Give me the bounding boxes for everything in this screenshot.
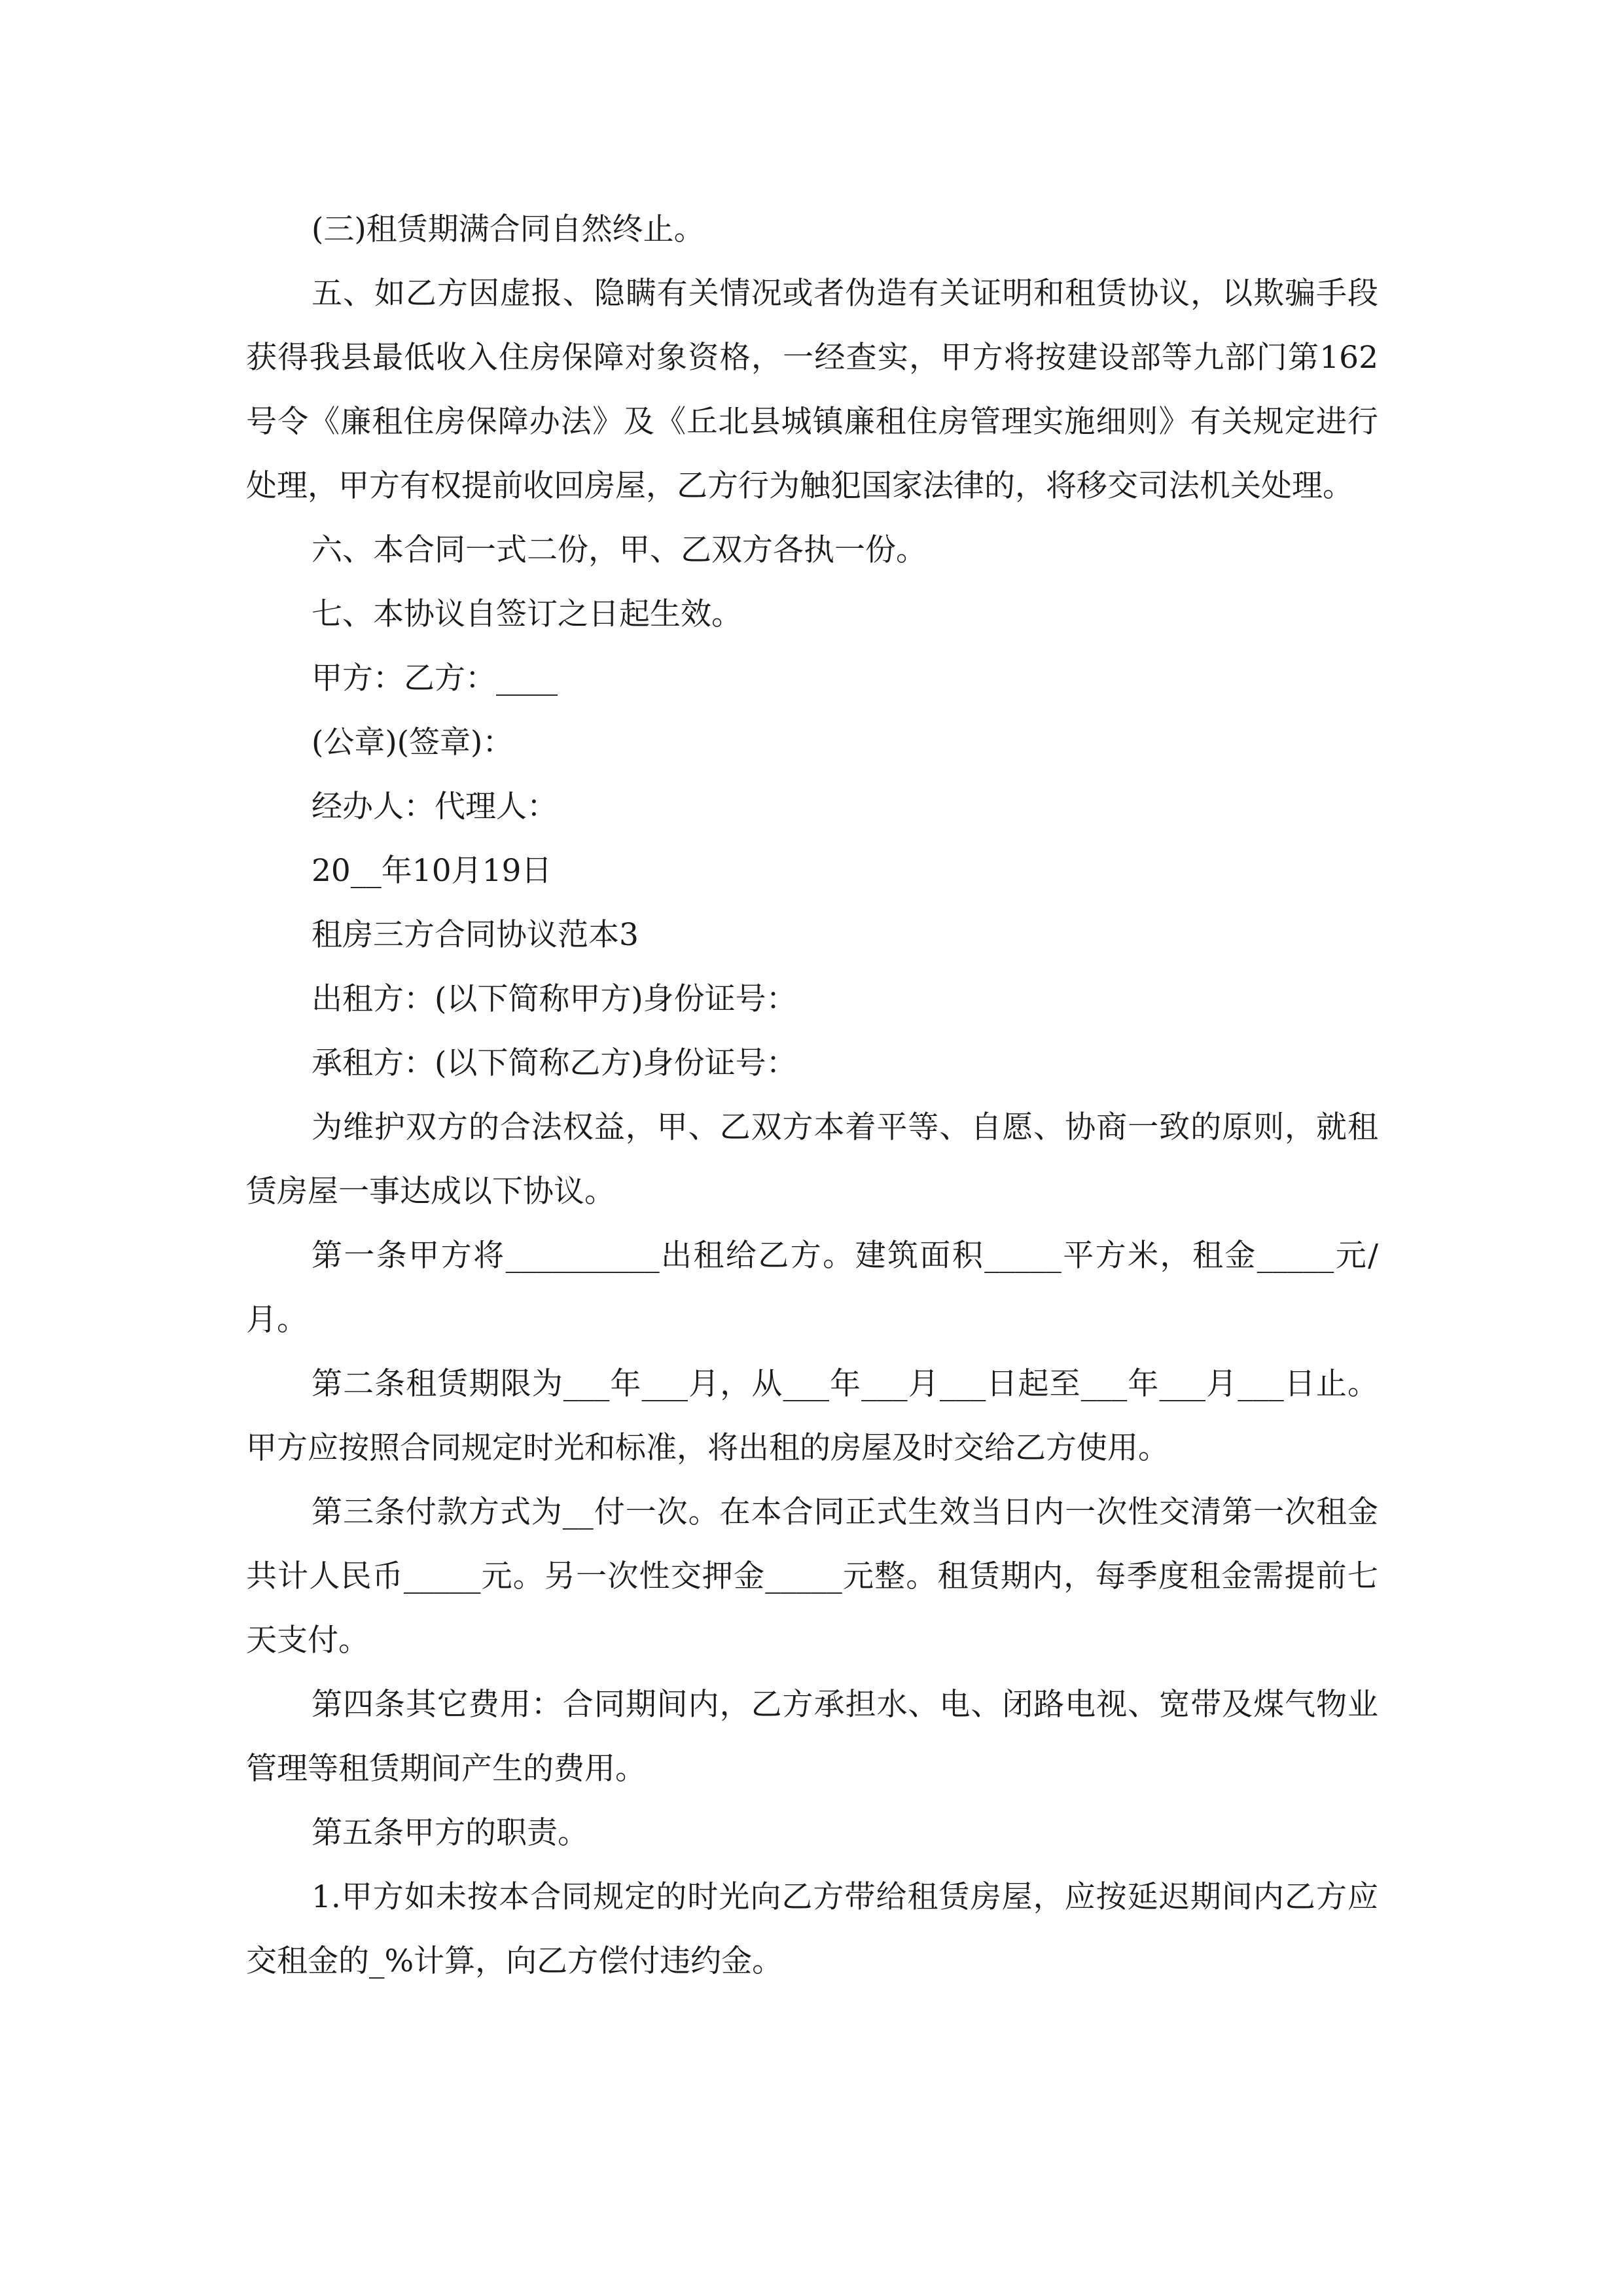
paragraph-article-5-item-1: 1.甲方如未按本合同规定的时光向乙方带给租赁房屋，应按延迟期间内乙方应交租金的_%计算，向乙方偿付违约金。 xyxy=(246,1879,1378,1979)
paragraph-article-5: 第五条甲方的职责。 xyxy=(312,1815,588,1851)
paragraph-clause-6: 六、本合同一式二份，甲、乙双方各执一份。 xyxy=(312,532,927,568)
signature-agents: 经办人：代理人： xyxy=(312,789,558,825)
paragraph-clause-5: 五、如乙方因虚报、隐瞒有关情况或者伪造有关证明和租赁协议，以欺骗手段获得我县最低收入住房保障对象资格，一经查实，甲方将按建设部等九部门第162号令《廉租住房保障办法》及《丘北县城镇廉租住房管理实施细则》有关规定进行处理，甲方有权提前收回房屋，乙方行为触犯国家法律的，将移交司法机关处理。 xyxy=(246,276,1378,504)
paragraph-article-4: 第四条其它费用：合同期间内，乙方承担水、电、闭路电视、宽带及煤气物业管理等租赁期间产生的费用。 xyxy=(246,1687,1378,1787)
paragraph-lease-end: (三)租赁期满合同自然终止。 xyxy=(312,211,705,247)
section-title: 租房三方合同协议范本3 xyxy=(312,917,639,953)
paragraph-preamble: 为维护双方的合法权益，甲、乙双方本着平等、自愿、协商一致的原则，就租赁房屋一事达成以下协议。 xyxy=(246,1109,1378,1210)
signature-date: 20__年10月19日 xyxy=(312,853,552,889)
document-body xyxy=(246,198,1378,1994)
signature-parties: 甲方：乙方：____ xyxy=(312,660,558,696)
lessee-line: 承租方：(以下简称乙方)身份证号： xyxy=(312,1045,797,1081)
paragraph-article-3: 第三条付款方式为__付一次。在本合同正式生效当日内一次性交清第一次租金共计人民币_____元。另一次性交押金_____元整。租赁期内，每季度租金需提前七天支付。 xyxy=(246,1494,1378,1659)
lessor-line: 出租方：(以下简称甲方)身份证号： xyxy=(312,981,797,1017)
paragraph-article-1: 第一条甲方将__________出租给乙方。建筑面积_____平方米，租金_____元/月。 xyxy=(246,1238,1378,1338)
paragraph-article-2: 第二条租赁期限为___年___月，从___年___月___日起至___年___月___日止。甲方应按照合同规定时光和标准，将出租的房屋及时交给乙方使用。 xyxy=(246,1366,1378,1466)
signature-seals: (公章)(签章)： xyxy=(312,725,514,761)
paragraph-clause-7: 七、本协议自签订之日起生效。 xyxy=(312,596,742,632)
